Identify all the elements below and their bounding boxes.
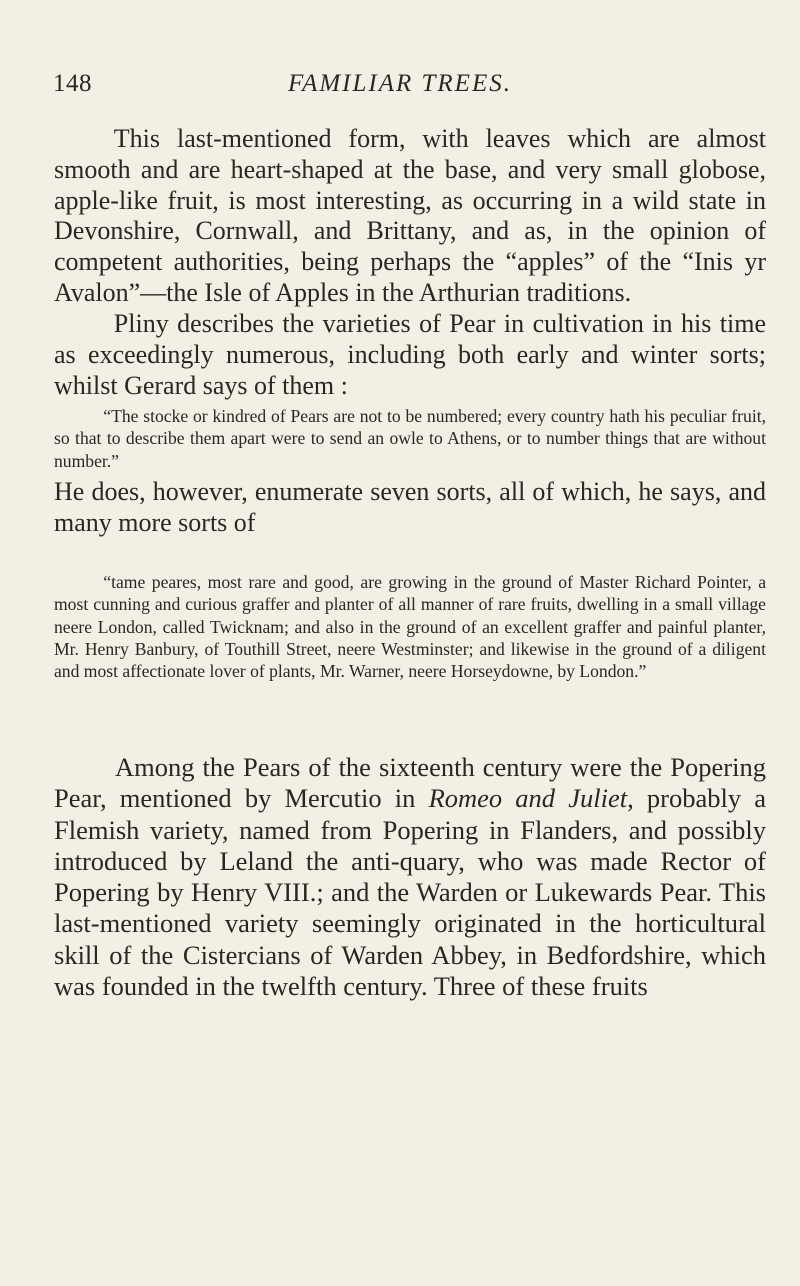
- page-header: [0, 70, 800, 100]
- paragraph-popering-pear: [54, 752, 766, 1002]
- paragraph-seven-sorts: He does, however, enumerate seven sorts, all of which, he says, and many more sorts of: [54, 477, 766, 537]
- page-number: 148: [53, 70, 92, 97]
- paragraph-pliny-gerard: Pliny describes the varieties of Pear in cultivation in his time as exceedingly numerous, including both early and winter sorts; whilst Gerard says of them :: [54, 309, 766, 400]
- text-segment: Among the Pears of the sixteenth century were the Popering Pear, mentioned by Mercutio in: [54, 752, 766, 814]
- quote-gerard-pears: “The stocke or kindred of Pears are not to be numbered; every country hath his peculiar fruit, so that to describe them apart were to send an owle to Athens, or to number things that are without number.”: [54, 406, 766, 471]
- quote-tame-peares: “tame peares, most rare and good, are growing in the ground of Master Richard Pointer, a most cunning and curious graffer and planter of all manner of rare fruits, dwelling in a small village neere London, called Twicknam; and also in the ground of an excellent graffer and painful planter, Mr. Henry Banbury, of Touthill Street, neere Westminster; and likewise in the ground of a diligent and most affectionate lover of plants, Mr. Warner, neere Horseydowne, by London.”: [54, 572, 766, 682]
- running-title: FAMILIAR TREES.: [288, 70, 512, 97]
- play-title: Romeo and Juliet: [428, 783, 628, 814]
- paragraph-wild-apple: This last-mentioned form, with leaves which are almost smooth and are heart-shaped at the base, and very small globose, apple-like fruit, is most interesting, as occurring in a wild state in Devonshire, Cornwall, and Brittany, and as, in the opinion of competent authorities, being perhaps the “apples” of the “Inis yr Avalon”—the Isle of Apples in the Arthurian traditions.: [54, 124, 766, 307]
- text-segment: , probably a Flemish variety, named from Popering in Flanders, and possibly introduced by Leland the anti-quary, who was made Rector of Popering by Henry VIII.; and the Warden or Lukewards Pear. This last-mentioned variety seemingly originated in the horticultural skill of the Cistercians of Warden Abbey, in Bedfordshire, which was founded in the twelfth century. Three of these fruits: [54, 783, 766, 1002]
